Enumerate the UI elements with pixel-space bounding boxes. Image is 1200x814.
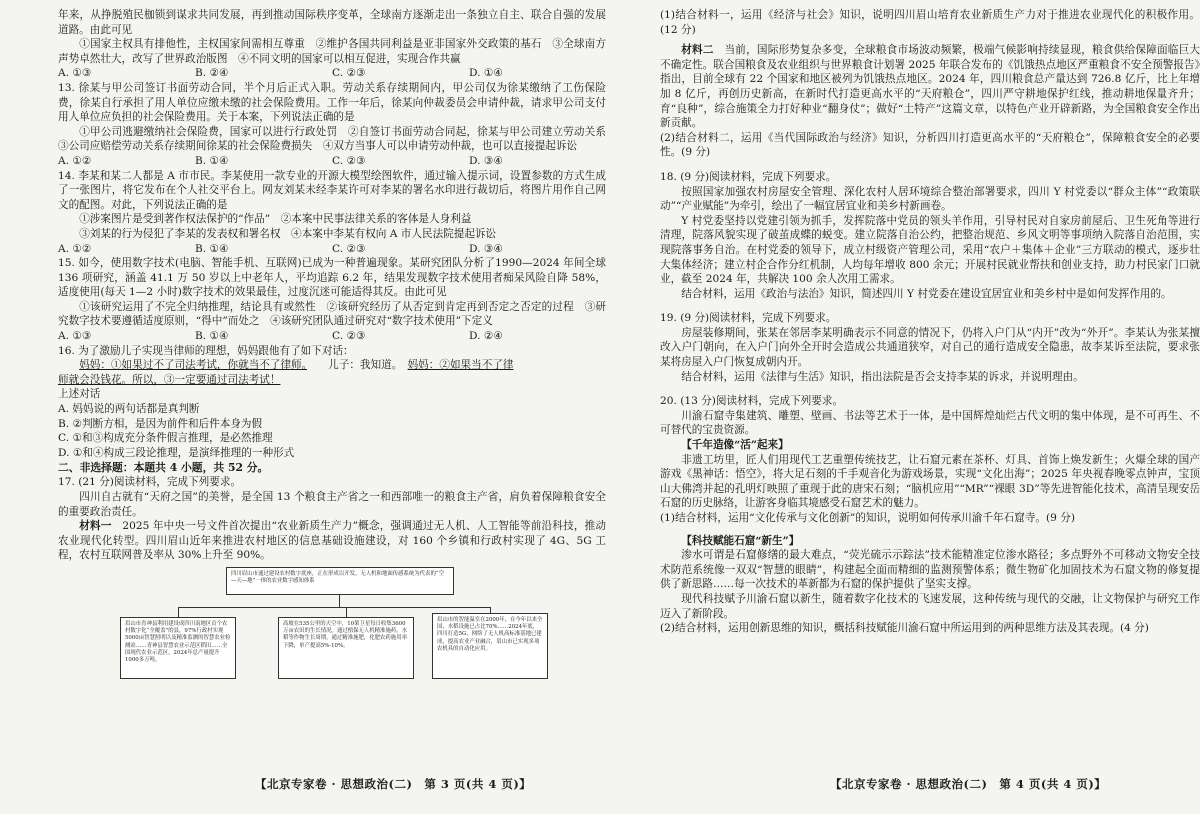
flow-diagram <box>58 565 606 683</box>
choice-b: B. ①④ <box>195 242 229 255</box>
q17-material-2 <box>660 43 1200 131</box>
connector <box>178 607 490 608</box>
diagram-top-box: 四川眉山市通过建设农村数字底座，正在形成以开发、无人机和地面传感系统为代表的“空—天—地”一体的农业数字感知体系 <box>226 567 454 595</box>
q16-dialog-cont <box>58 373 606 388</box>
q18-para-2: Y 村党委坚持以党建引领为抓手，发挥院落中党员的领头羊作用，引导村民对自家房前屋后、卫生死角等进行清理，院落风貌实现了破茧成蝶的蜕变。建立院落自治公约，把整治规范、乡风文明等事项纳入院落自治范围，实现院落事务自治。在村党委的领导下，成立村级资产管理公司，采用“农户＋集体＋企业”三方联动的模式，逐步壮大集体经济；建立村企合作分红机制，人均每年增收 800 余元；开展村民就业帮扶和创业支持，助力村民家门口就业，截至 2024 年，共解决 100 余人次用工需求。 <box>660 214 1200 286</box>
choice-d: D. ①④ <box>469 67 503 80</box>
material-2-label: 材料二 <box>681 44 714 57</box>
q14-stem: 14. 李某和某二人都是 A 市市民。李某使用一款专业的开源大模型绘图软件，通过输入提示词，设置参数的方式生成了一张图片，将它发布在个人社交平台上。网友刘某未经李某许可对李某的署名水印进行裁切后，将图片用作自己网文的配图。对此，下列说法正确的是 <box>58 169 606 211</box>
q16-stem: 16. 为了激励儿子实现当律师的理想，妈妈跟他有了如下对话： <box>58 344 354 357</box>
choice-a: A. ①② <box>58 242 92 255</box>
diagram-middle-box: 高坡在535公里的天空中，10架卫星每日收集3600万亩农田的生长情况。通过植保无人机精准施药，水稻等作物生长周期，通过精准施肥，化肥农药施用率下降，单产提高5%-10%。 <box>278 617 414 679</box>
q18-head: 18. (9 分)阅读材料，完成下列要求。 <box>660 170 837 183</box>
q17-material-1 <box>58 519 606 563</box>
q12-choices <box>58 66 606 81</box>
choice-c: C. ②③ <box>332 242 366 255</box>
page-footer-right: 【北京专家卷 · 思想政治(二) 第 4 页(共 4 页)】 <box>830 777 1107 791</box>
q20-para-2: 渗水可谓是石窟修缮的最大难点，“荧光硫示示踪法”技术能精准定位渗水路径；多点野外不可移动文物安全技术防范系统像一双双“智慧的眼睛”，构建起全面而精细的监测预警体系；微生物矿化加固技术为石窟文物的修复提供了新思路……每一次技术的革新都为石窟的保护提供了坚实支撑。 <box>660 549 1200 591</box>
q13-options-text: ①甲公司逃避缴纳社会保险费，国家可以进行行政处罚 ②自签订书面劳动合同起，徐某与甲公司建立劳动关系 ③公司应赔偿劳动关系存续期间徐某的社会保险费损失 ④双方当事人可以申请劳动仲裁，也可以直接提起诉讼 <box>58 125 617 153</box>
q16-mother-line-3: 师就会没钱花。所以，③一定要通过司法考试！ <box>58 373 281 386</box>
q20-para-1: 非遗工坊里，匠人们用现代工艺重塑传统技艺，让石窟元素在茶杯、灯具、首饰上焕发新生；火爆全球的国产游戏《黑神话：悟空》，将大足石刻的千手观音化为游戏场景，实现“文化出海”；2025 年央视春晚零点钟声，宝顶山大佛湾并起的孔明灯映照了重现于此的唐宋石刻；“脑机应用”“MR”“裸眼 3D”等先进智能化技术，高清呈现安岳石窟的历史脉络，让游客身临其境感受石窟艺术的魅力。 <box>660 453 1200 510</box>
q15-choices <box>58 329 606 344</box>
q16-mother-line-1: 妈妈：①如果过不了司法考试，你就当不了律师。 <box>79 359 307 372</box>
q20-intro: 川渝石窟寺集建筑、雕塑、壁画、书法等艺术于一体，是中国辉煌灿烂古代文明的集中体现，是不可再生、不可替代的宝贵资源。 <box>660 409 1200 437</box>
q14-choices <box>58 242 606 257</box>
q16-dialog <box>58 358 606 373</box>
q14-options-line-2: ③刘某的行为侵犯了李某的发表权和署名权 ④本案中李某有权向 A 市人民法院提起诉讼 <box>79 227 497 240</box>
page-footer-left: 【北京专家卷 · 思想政治(二) 第 3 页(共 4 页)】 <box>255 777 532 791</box>
q20-head: 20. (13 分)阅读材料，完成下列要求。 <box>660 395 844 408</box>
choice-c: C. ②③ <box>332 330 366 343</box>
q15-stem: 15. 如今，使用数字技术(电脑、智能手机、互联网)已成为一种普遍现象。某研究团队分析了1990—2024 年间全球 136 项研究，涵盖 41.1 万 50 岁以上中老年人，平均追踪 6.2 年，结果发现数字技术使用者痴呆风险自降 58%，适度使用(每天 1—2 小时)数字技术的效果最佳，过度沉迷可能适得其反。由此可见 <box>58 257 606 299</box>
choice-d: D. ③④ <box>469 242 503 255</box>
q19-head: 19. (9 分)阅读材料，完成下列要求。 <box>660 312 837 325</box>
diagram-left-box: 眉山市青神县利用建设成四川南地区首个农村数字化“全覆盖”的县，97%行政村实现5000亩智慧照明以及精准监测的智慧农业检测站……青神县智慧农业示范区稻田……全国现代农业示范区，2024年总产量提升1000多万吨。 <box>120 617 236 679</box>
q16-mother-line-2: 妈妈：②如果当不了律 <box>407 359 514 372</box>
diagram-right-box: 眉山市的智能温室在2000年，在今年以来全国，水稻设施已占比70%……2024年底，四川打造5G、网络了无人机高标准基地已建成，提高农业产业融合，眉山市已实现多项农机具的自动化应用。 <box>432 613 548 679</box>
q17-sub-2: (2)结合材料二，运用《当代国际政治与经济》知识，分析四川打造更高水平的“天府粮仓”，保障粮食安全的必要性。(9 分) <box>660 131 1200 159</box>
choice-b: B. ①④ <box>195 330 229 343</box>
connector <box>339 595 340 607</box>
page-3 <box>58 8 617 768</box>
choice-a: A. ①③ <box>58 330 92 343</box>
connector <box>178 607 179 617</box>
q18-ask: 结合材料，运用《政治与法治》知识，简述四川 Y 村党委在建设宜居宜业和美乡村中是如何发挥作用的。 <box>681 287 1172 300</box>
choice-b: B. ①④ <box>195 154 229 167</box>
q13-choices <box>58 154 606 169</box>
choice-d: D. ③④ <box>469 154 503 167</box>
q16-choice-c: C. ①和③构成充分条件假言推理，是必然推理 <box>58 432 273 445</box>
material-1-text: 2025 年中央一号文件首次提出“农业新质生产力”概念，强调通过无人机、人工智能等前沿科技，推动农业现代化转型。四川眉山近年来推进农村地区的信息基础设施建设，对 160 个乡镇和行政村实现了 4G、5G 工程，农村互联网普及率从 30%上升至 90%。 <box>58 520 607 562</box>
q16-son-line: 儿子：我知道。 <box>328 359 397 372</box>
choice-c: C. ②③ <box>332 67 366 80</box>
q19-para: 房屋装修期间，张某在邻居李某明确表示不同意的情况下，仍将入户门从“内开”改为“外开”。李某认为张某擅改入户门朝向，在入户门向外全开时会造成公共通道狭窄，对自己的通行造成安全隐患，故李某诉至法院，要求张某将房屋入户门恢复成朝内开。 <box>660 326 1200 369</box>
q20-subtitle-2: 【科技赋能石窟“新生”】 <box>681 534 800 547</box>
choice-c: C. ②③ <box>332 154 366 167</box>
q20-para-3: 现代科技赋予川渝石窟以新生，随着数字化技术的飞速发展，这种传统与现代的交融，让文物保护与研究工作迈入了新阶段。 <box>660 592 1200 620</box>
q20-sub-1: (1)结合材料，运用“文化传承与文化创新”的知识，说明如何传承川渝千年石窟寺。(9 分) <box>660 512 1075 524</box>
q19-ask: 结合材料，运用《法律与生活》知识，指出法院是否会支持李某的诉求，并说明理由。 <box>681 370 1084 383</box>
q13-stem: 13. 徐某与甲公司签订书面劳动合同，半个月后正式入职。劳动关系存续期间内，甲公司仅为徐某缴纳了工伤保险费，徐某自行承担了用人单位应缴未缴的社会保险费用。工作一年后，徐某向仲裁委员会申请仲裁，请求甲公司支付用人单位应负担的社会保险费用。关于本案，下列说法正确的是 <box>58 81 606 124</box>
q17-sub-1: (1)结合材料一，运用《经济与社会》知识，说明四川眉山培育农业新质生产力对于推进农业现代化的积极作用。(12 分) <box>660 9 1200 36</box>
q16-choice-b: B. ②判断方相，是因为前件和后件本身为假 <box>58 417 263 430</box>
q17-head: 17. (21 分)阅读材料，完成下列要求。 <box>58 476 242 489</box>
q20-subtitle-1: 【千年造像“活”起来】 <box>681 439 789 452</box>
section-heading: 二、非选择题：本题共 4 小题，共 52 分。 <box>58 461 269 475</box>
choice-a: A. ①③ <box>58 67 92 80</box>
page-4 <box>660 8 1200 768</box>
q12-stem-tail: 年来，从挣脱殖民枷锁到谋求共同发展，再到推动国际秩序变革，全球南方逐渐走出一条独立自主、联合自强的发展道路。由此可见 <box>58 9 606 36</box>
q12-options-text: ①国家主权具有排他性，主权国家间需相互尊重 ②维护各国共同利益是亚非国家外交政策的基石 ③全球南方声势卓然壮大，改写了世界政治版图 ④不同文明的国家可以相互促进，实现合作共赢 <box>58 38 606 65</box>
choice-a: A. ①② <box>58 154 92 167</box>
q16-choice-a: A. 妈妈说的两句话都是真判断 <box>58 403 200 416</box>
choice-b: B. ②④ <box>195 67 229 80</box>
q17-intro: 四川自古就有“天府之国”的美誉，是全国 13 个粮食主产省之一和西部唯一的粮食主产省，肩负着保障粮食安全的重要政治责任。 <box>58 491 606 518</box>
choice-d: D. ②④ <box>469 330 503 343</box>
q16-lead: 上述对话 <box>58 388 101 401</box>
q20-sub-2: (2)结合材料，运用创新思维的知识，概括科技赋能川渝石窟中所运用到的两种思维方法及其表现。(4 分) <box>660 622 1149 635</box>
q16-choice-d: D. ①和④构成三段论推理，是演绎推理的一种形式 <box>58 446 295 459</box>
material-1-label: 材料一 <box>79 520 112 533</box>
connector <box>346 607 347 617</box>
q18-para-1: 按照国家加强农村房屋安全管理、深化农村人居环境综合整治部署要求，四川 Y 村党委以“群众主体”“政策联动”“产业赋能”为牵引，绘出了一幅宜居宜业和美乡村新画卷。 <box>660 185 1200 213</box>
q15-options-text: ①该研究运用了不完全归纳推理，结论具有或然性 ②该研究经历了从否定到肯定再到否定之否定的过程 ③研究数字技术要遵循适度原则，“得中”而处之 ④该研究团队通过研究对“数字技术使用”下定义 <box>58 300 606 328</box>
material-2-text: 当前，国际形势复杂多变，全球粮食市场波动频繁，极端气候影响持续显现，粮食供给保障面临巨大不确定性。联合国粮食及农业组织与世界粮食计划署 2025 年联合发布的《饥饿热点地区严重粮食不安全预警报告》指出，目前全球有 22 个国家和地区被列为饥饿热点地区。2024 年，四川粮食总产量达到 726.8 亿斤，比上年增加 8 亿斤，再创历史新高，在新时代打造更高水平的“天府粮仓”，四川严守耕地保护红线，推动耕地保量齐升；育“良种”，综合施策全力打好种业“翻身仗”；做好“土特产”这篇文章，以特色产业开辟新路，为全国粮食安全作出新贡献。 <box>660 44 1200 130</box>
q14-options-line-1: ①涉案图片是受到著作权法保护的“作品” ②本案中民事法律关系的客体是人身利益 <box>79 213 472 226</box>
